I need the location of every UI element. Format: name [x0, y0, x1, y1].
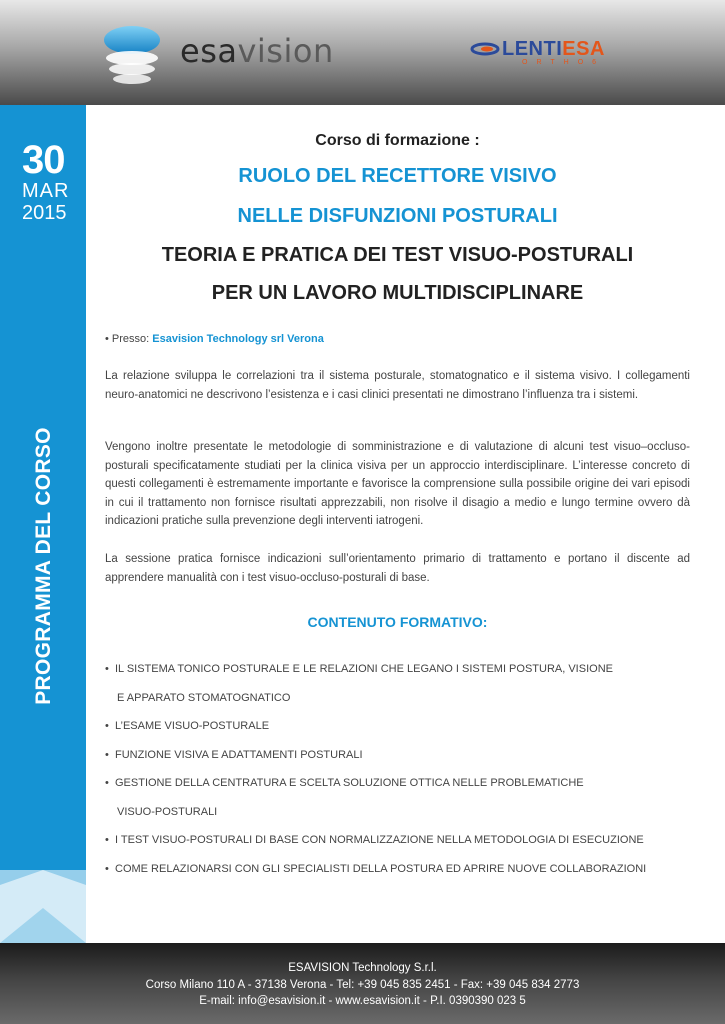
footer-address: Corso Milano 110 A - 37138 Verona - Tel: +39 045 835 2451 - Fax: +39 045 834 2773 [145, 979, 580, 991]
course-subtitle-line2: PER UN LAVORO MULTIDISCIPLINARE [211, 282, 584, 304]
list-item: • GESTIONE DELLA CENTRATURA E SCELTA SOLUZIONE OTTICA NELLE PROBLEMATICHE VISUO-POSTURALI [105, 769, 690, 826]
list-item: • L’ESAME VISUO-POSTURALE [105, 712, 690, 741]
lentiesa-logo-icon [470, 42, 500, 56]
lentiesa-logo-subtext: ORTHO6 [522, 59, 606, 66]
course-date-day: 30 [22, 138, 65, 182]
course-title-line1: RUOLO DEL RECETTORE VISIVO [238, 165, 557, 187]
list-item: • I TEST VISUO-POSTURALI DI BASE CON NORMALIZZAZIONE NELLA METODOLOGIA DI ESECUZIONE [105, 826, 690, 855]
course-date-month: MAR [22, 180, 70, 202]
contents-title: CONTENUTO FORMATIVO: [307, 614, 488, 630]
lentiesa-logo-text: LENTIESA [502, 38, 605, 60]
list-item: • IL SISTEMA TONICO POSTURALE E LE RELAZIONI CHE LEGANO I SISTEMI POSTURA, VISIONE E APPARATO STOMATOGNATICO [105, 655, 690, 712]
location-place: Esavision Technology srl Verona [152, 333, 324, 345]
contents-list [105, 655, 690, 883]
esavision-logo-text: esavision [180, 32, 334, 70]
course-intro: Corso di formazione : [315, 132, 480, 149]
course-subtitle-line1: TEORIA E PRATICA DEI TEST VISUO-POSTURALI [161, 244, 634, 266]
esavision-logo-icon [100, 22, 164, 88]
course-title-line2: NELLE DISFUNZIONI POSTURALI [237, 205, 558, 227]
course-date-year: 2015 [22, 202, 67, 224]
description-paragraph-2: Vengono inoltre presentate le metodologie di somministrazione e di valutazione di alcuni test visuo–occluso-posturali specificatamente studiati per la clinica visiva per un approccio interdisciplinare. L’interesse concreto di questi collegamenti è estremamente importante e favorisce la comprensione sulla possibile origine dei vari episodi in cui il trattamento non fornisce risultati apprezzabili, non risolve il disagio a medio e lungo termine ovvero dà indicazioni pratiche sulla prevenzione degli interventi iatrogeni. [105, 441, 690, 528]
program-vertical-label: PROGRAMMA DEL CORSO [32, 427, 55, 705]
footer-company: ESAVISION Technology S.r.l. [288, 962, 437, 974]
side-band-chevron [0, 870, 86, 943]
list-item: • COME RELAZIONARSI CON GLI SPECIALISTI DELLA POSTURA ED APRIRE NUOVE COLLABORAZIONI [105, 855, 690, 884]
description-paragraph-1: La relazione sviluppa le correlazioni tra il sistema posturale, stomatognatico e il sistema visivo. I collegamenti neuro-anatomici ne descrivono l’esistenza e i casi clinici presentati ne dimostrano l’influenza tra i sistemi. [105, 370, 690, 401]
location-prefix: • Presso: [105, 333, 153, 345]
lentiesa-logo [470, 40, 645, 72]
list-item: • FUNZIONE VISIVA E ADATTAMENTI POSTURALI [105, 741, 690, 770]
course-location [105, 333, 324, 345]
header-bar [0, 0, 725, 105]
footer-contacts: E-mail: info@esavision.it - www.esavision.it - P.I. 0390390 023 5 [199, 995, 526, 1007]
esavision-logo [100, 22, 360, 92]
description-paragraph-3: La sessione pratica fornisce indicazioni sull’orientamento primario di trattamento e portano il discente ad apprendere manualità con i test visuo-occluso-posturali di base. [105, 553, 690, 584]
